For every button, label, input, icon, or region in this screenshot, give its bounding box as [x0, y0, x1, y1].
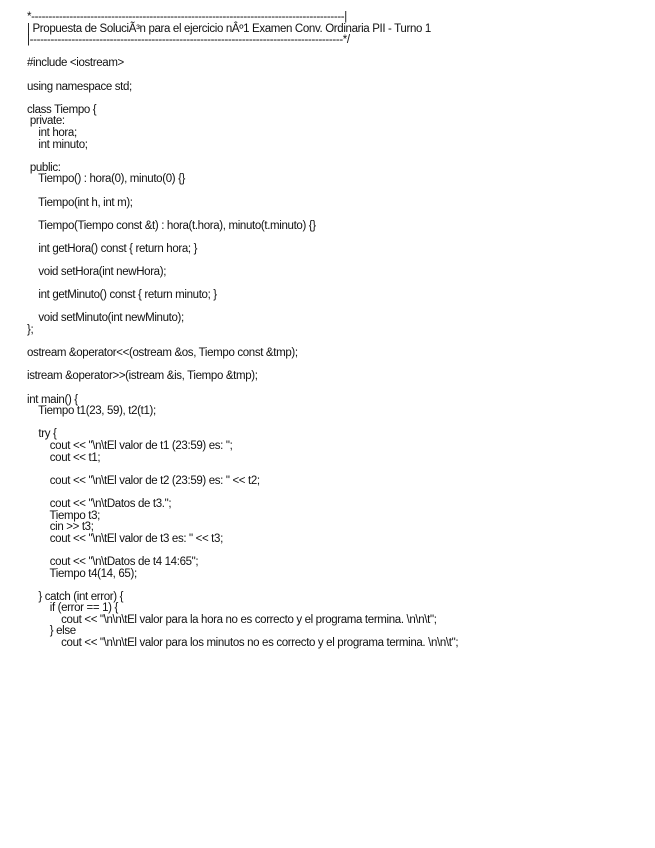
code-line: cout << "\n\n\tEl valor para la hora no es correcto y el programa termina. \n\n\t";	[27, 613, 437, 626]
code-line: void setMinuto(int newMinuto);	[27, 312, 184, 325]
code-line: public:	[27, 161, 61, 174]
code-line: Tiempo() : hora(0), minuto(0) {}	[27, 173, 186, 186]
code-line: cout << "\n\tEl valor de t2 (23:59) es: " << t2;	[27, 474, 260, 487]
code-line: int getHora() const { return hora; }	[27, 242, 198, 255]
code-line: cout << "\n\tDatos de t4 14:65";	[27, 555, 199, 568]
code-line: } catch (int error) {	[27, 590, 124, 603]
code-line: cout << t1;	[27, 451, 101, 464]
source-code-listing	[27, 12, 649, 650]
code-line: private:	[27, 115, 65, 128]
code-line: Tiempo(int h, int m);	[27, 196, 133, 209]
code-line: istream &operator>>(istream &is, Tiempo &tmp);	[27, 370, 258, 383]
code-line: Tiempo t1(23, 59), t2(t1);	[27, 405, 156, 418]
code-line: *------------------------------------------------------------------------------------------|	[27, 11, 347, 23]
code-line: if (error == 1) {	[27, 602, 118, 615]
code-line: void setHora(int newHora);	[27, 266, 167, 279]
code-line: try {	[27, 428, 57, 441]
code-line	[27, 580, 649, 592]
code-line: cin >> t3;	[27, 521, 94, 534]
code-line: int getMinuto() const { return minuto; }	[27, 289, 217, 302]
code-line: Tiempo t4(14, 65);	[27, 567, 137, 580]
code-line	[27, 418, 649, 430]
code-line: class Tiempo {	[27, 103, 97, 116]
code-line	[27, 209, 649, 221]
code-line: cout << "\n\tDatos de t3.";	[27, 497, 172, 510]
code-line: } else	[27, 625, 76, 638]
code-line: | Propuesta de SoluciÃ³n para el ejercicio nÂº1 Examen Conv. Ordinaria PII - Turno 1	[27, 22, 431, 35]
code-line	[27, 93, 649, 105]
code-line: };	[27, 324, 34, 337]
code-line: cout << "\n\n\tEl valor para los minutos no es correcto y el programa termina. \n\n\t";	[27, 637, 459, 650]
code-line: int main() {	[27, 393, 78, 406]
code-line: Tiempo(Tiempo const &t) : hora(t.hora), minuto(t.minuto) {}	[27, 219, 316, 232]
code-line	[27, 464, 649, 476]
code-line	[27, 186, 649, 198]
code-line: Tiempo t3;	[27, 509, 100, 522]
code-line	[27, 70, 649, 82]
code-line	[27, 151, 649, 163]
code-line: cout << "\n\tEl valor de t1 (23:59) es: ";	[27, 439, 233, 452]
code-line: cout << "\n\tEl valor de t3 es: " << t3;	[27, 532, 223, 545]
code-line: ostream &operator<<(ostream &os, Tiempo const &tmp);	[27, 347, 298, 360]
code-line: |------------------------------------------------------------------------------------------*/	[27, 34, 350, 47]
code-line: int minuto;	[27, 138, 88, 151]
code-line: int hora;	[27, 126, 77, 139]
code-line: #include <iostream>	[27, 57, 124, 70]
code-line: using namespace std;	[27, 80, 132, 93]
code-line	[27, 383, 649, 395]
